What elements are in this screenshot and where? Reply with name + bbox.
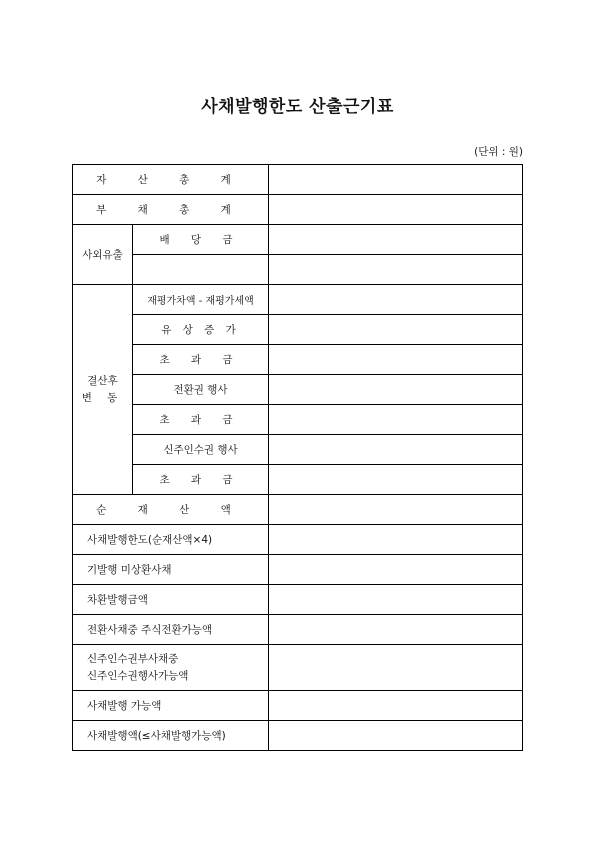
excess-label-1: 초 과 금: [133, 345, 269, 375]
excess-value-cell-2[interactable]: [269, 405, 523, 435]
table-row: [73, 165, 523, 195]
refinancing-value-cell[interactable]: [269, 585, 523, 615]
bond-limit-value-cell[interactable]: [269, 525, 523, 555]
warrant-exercise-value-cell[interactable]: [269, 435, 523, 465]
total-assets-label: 자 산 총 계: [73, 165, 269, 195]
warrant-bond-line1: 신주인수권부사채중: [87, 652, 179, 665]
paid-in-increase-label: 유 상 증 가: [133, 315, 269, 345]
table-row: [73, 645, 523, 691]
warrant-bond-value-cell[interactable]: [269, 645, 523, 691]
total-liabilities-label: 부 채 총 계: [73, 195, 269, 225]
excess-value-cell-1[interactable]: [269, 345, 523, 375]
table-row: [73, 225, 523, 255]
table-row: [73, 255, 523, 285]
issue-amount-label: 사채발행액(≤사채발행가능액): [73, 721, 269, 751]
revaluation-label: 재평가차액 - 재평가세액: [133, 285, 269, 315]
table-row: [73, 315, 523, 345]
conversion-exercise-label: 전환권 행사: [133, 375, 269, 405]
outstanding-bonds-value-cell[interactable]: [269, 555, 523, 585]
table-row: [73, 375, 523, 405]
revaluation-value-cell[interactable]: [269, 285, 523, 315]
bond-limit-table: [72, 164, 523, 751]
issue-amount-value-cell[interactable]: [269, 721, 523, 751]
issuable-value-cell[interactable]: [269, 691, 523, 721]
table-row: [73, 495, 523, 525]
convertible-share-label: 전환사채중 주식전환가능액: [73, 615, 269, 645]
excess-value-cell-3[interactable]: [269, 465, 523, 495]
refinancing-label: 차환발행금액: [73, 585, 269, 615]
table-row: [73, 465, 523, 495]
page-title: 사채발행한도 산출근기표: [201, 97, 394, 117]
paid-in-increase-value-cell[interactable]: [269, 315, 523, 345]
table-row: [73, 555, 523, 585]
convertible-share-value-cell[interactable]: [269, 615, 523, 645]
warrant-bond-line2: 신주인수권행사가능액: [87, 669, 189, 682]
table-row: [73, 615, 523, 645]
outflow-group-label: 사외유출: [73, 225, 133, 285]
table-row: [73, 585, 523, 615]
warrant-exercise-label: 신주인수권 행사: [133, 435, 269, 465]
dividends-value-cell[interactable]: [269, 225, 523, 255]
change-group-line2: 변 동: [81, 391, 124, 404]
change-group-label: [73, 285, 133, 495]
outflow-blank-label-cell: [133, 255, 269, 285]
table-row: [73, 721, 523, 751]
dividends-label: 배 당 금: [133, 225, 269, 255]
table-row: [73, 525, 523, 555]
warrant-bond-label: [73, 645, 269, 691]
table-row: [73, 405, 523, 435]
conversion-exercise-value-cell[interactable]: [269, 375, 523, 405]
excess-label-2: 초 과 금: [133, 405, 269, 435]
issuable-label: 사채발행 가능액: [73, 691, 269, 721]
unit-label: (단위 : 원): [474, 146, 523, 158]
table-row: [73, 691, 523, 721]
outstanding-bonds-label: 기발행 미상환사채: [73, 555, 269, 585]
total-liabilities-value-cell[interactable]: [269, 195, 523, 225]
table-row: [73, 345, 523, 375]
total-assets-value-cell[interactable]: [269, 165, 523, 195]
table-row: [73, 435, 523, 465]
net-assets-label: 순 재 산 액: [73, 495, 269, 525]
outflow-blank-value-cell[interactable]: [269, 255, 523, 285]
table-row: [73, 285, 523, 315]
bond-limit-label: 사채발행한도(순재산액×4): [73, 525, 269, 555]
change-group-line1: 결산후: [87, 374, 118, 387]
table-row: [73, 195, 523, 225]
excess-label-3: 초 과 금: [133, 465, 269, 495]
net-assets-value-cell[interactable]: [269, 495, 523, 525]
